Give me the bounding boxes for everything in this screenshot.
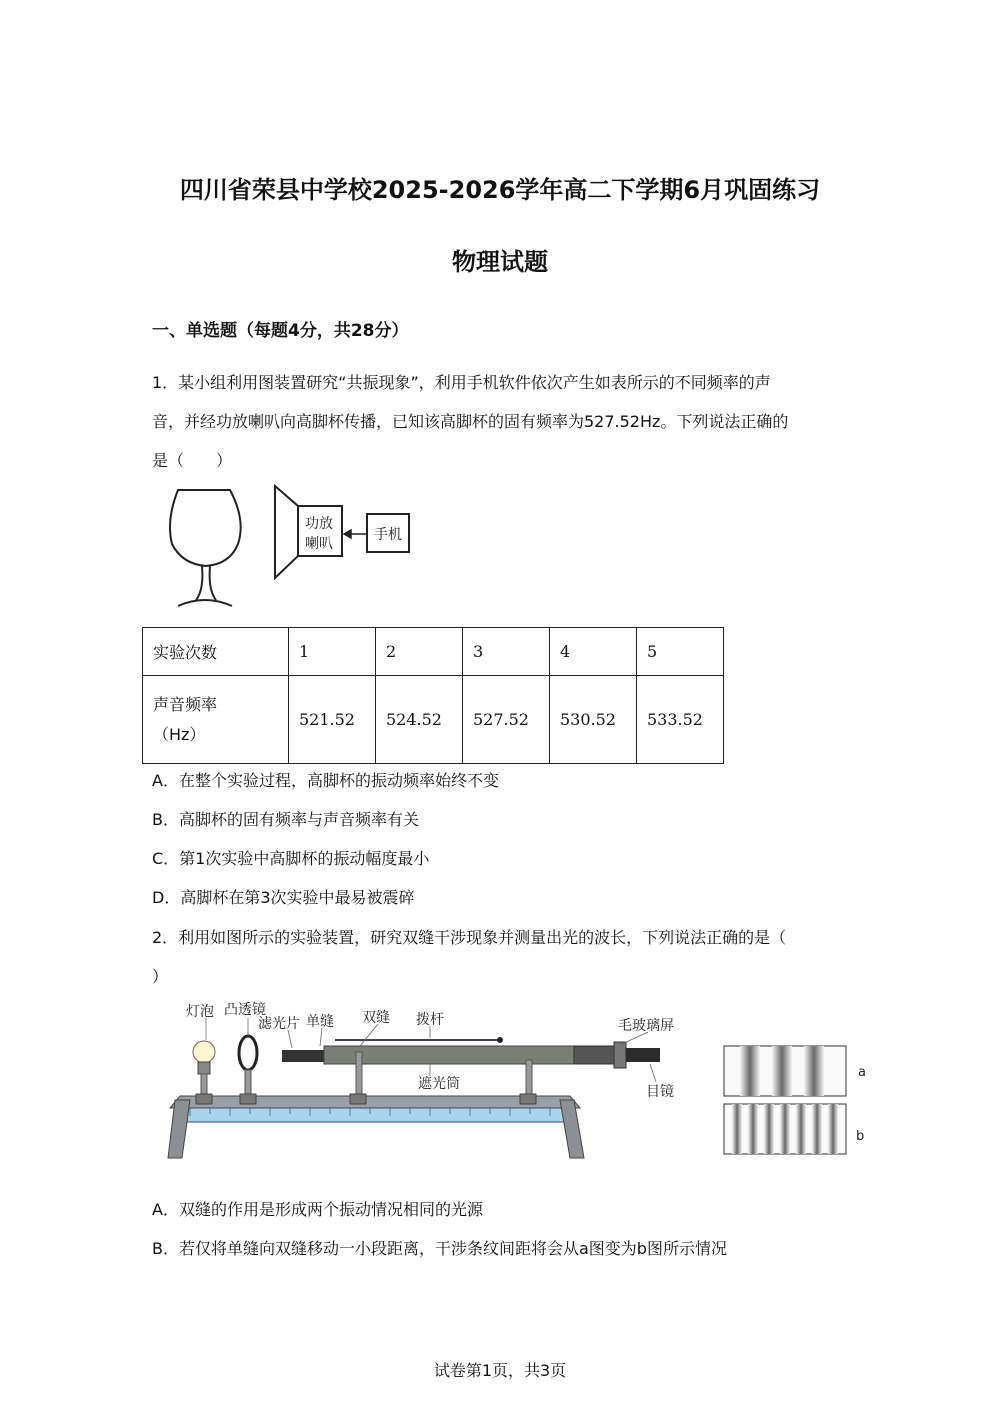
page-footer: 试卷第1页，共3页 [433,1361,567,1380]
eyepiece-label: 目镜 [646,1084,674,1100]
table-row [143,676,724,764]
lens-icon [239,1036,257,1104]
page-subtitle: 物理试题 [452,248,548,276]
pattern-a-label: a [858,1065,866,1080]
trial-cell: 2 [376,628,463,676]
q2-option-b: B．若仅将单缝向双缝移动一小段距离，干涉条纹间距将会从a图变为b图所示情况 [152,1239,727,1258]
trial-cell: 3 [463,628,550,676]
phone-label: 手机 [374,527,402,543]
amp-label-1: 功放 [305,516,333,532]
lens-label: 凸透镜 [224,1002,266,1018]
interference-patterns-figure [720,1042,870,1158]
resonance-apparatus-figure [160,482,420,612]
goblet-icon [170,490,241,606]
pattern-b-label: b [856,1129,865,1144]
frequency-cell: 533.52 [637,676,724,764]
amp-label-2: 喇叭 [305,536,333,552]
frequency-table [142,627,724,764]
page-title: 四川省荣县中学校2025-2026学年高二下学期6月巩固练习 [179,176,821,204]
trial-cell: 4 [550,628,637,676]
light-shield-tube [282,1037,660,1104]
q1-option-d: D．高脚杯在第3次实验中最易被震碎 [152,888,415,907]
trial-cell: 5 [637,628,724,676]
lever-label: 拨杆 [416,1012,444,1028]
frequency-cell: 521.52 [289,676,376,764]
q1-option-c: C．第1次实验中高脚杯的振动幅度最小 [152,849,430,868]
frequency-cell: 530.52 [550,676,637,764]
q1-line1: 1．某小组利用图装置研究“共振现象”，利用手机软件依次产生如表所示的不同频率的声 [152,373,771,392]
pattern-a [724,1046,846,1096]
q2-line1: 2．利用如图所示的实验装置，研究双缝干涉现象并测量出光的波长，下列说法正确的是（ [152,928,787,947]
single-slit-label: 单缝 [306,1014,334,1030]
speaker-icon [275,486,342,578]
double-slit-apparatus-figure [160,996,720,1168]
q1-option-a: A．在整个实验过程，高脚杯的振动频率始终不变 [152,771,499,790]
bulb-icon [193,1041,215,1104]
freq-header-line2: （Hz） [153,724,206,744]
pattern-b [724,1104,846,1154]
tube-label: 遮光筒 [418,1076,460,1092]
arrow-left-icon [344,530,367,538]
section-heading: 一、单选题（每题4分，共28分） [152,321,409,341]
bulb-label: 灯泡 [186,1004,214,1020]
screen-label: 毛玻璃屏 [618,1018,674,1034]
q1-option-b: B．高脚杯的固有频率与声音频率有关 [152,810,419,829]
filter-label: 滤光片 [258,1016,300,1032]
q2-line2: ） [152,967,169,986]
q1-line2: 音，并经功放喇叭向高脚杯传播，已知该高脚杯的固有频率为527.52Hz。下列说法正确的 [152,412,789,431]
q1-line3: 是（ ） [152,451,233,470]
frequency-cell: 524.52 [376,676,463,764]
double-slit-label: 双缝 [362,1010,390,1026]
frequency-cell: 527.52 [463,676,550,764]
q2-option-a: A．双缝的作用是形成两个振动情况相同的光源 [152,1200,483,1219]
table-header-frequency [143,676,289,764]
table-row [143,628,724,676]
trial-cell: 1 [289,628,376,676]
table-header-trials: 实验次数 [143,628,289,676]
freq-header-line1: 声音频率 [153,694,218,714]
optical-rail [168,1096,584,1158]
